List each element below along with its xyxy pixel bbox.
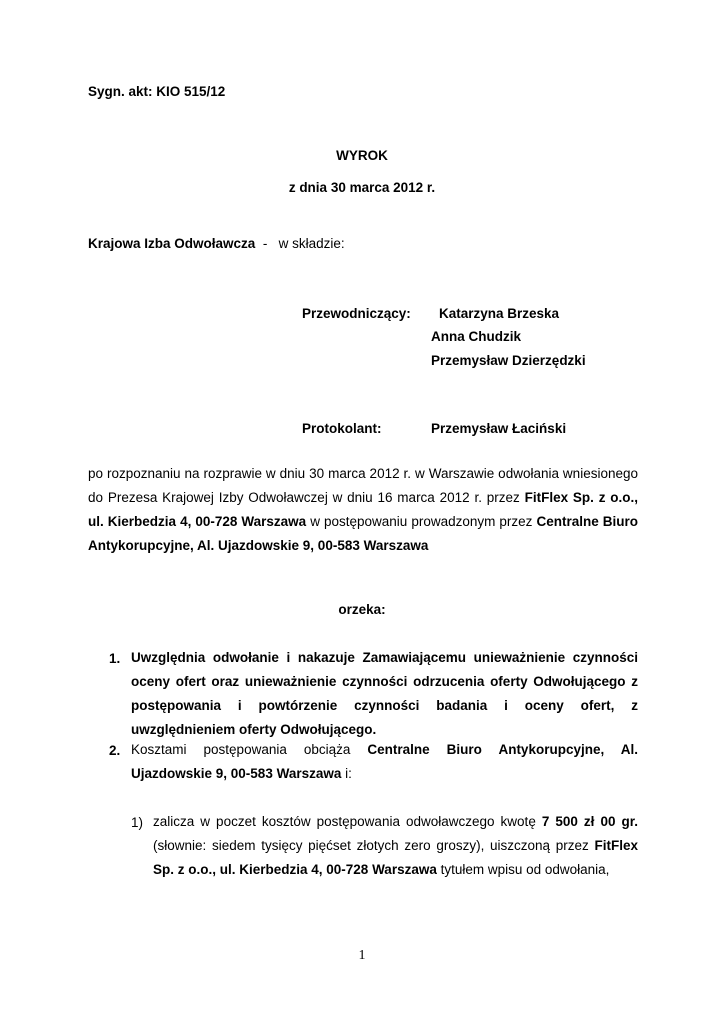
page-number: 1 — [358, 948, 366, 963]
document-title: WYROK — [336, 148, 388, 163]
subitem-text: zalicza w poczet kosztów postępowania odwoławczego kwotę — [153, 814, 542, 829]
ruling-heading: orzeka: — [338, 602, 386, 617]
panel-member: Przemysław Dzierzędzki — [431, 353, 586, 368]
chamber-dash: - — [262, 236, 268, 251]
item-number: 1. — [109, 651, 121, 666]
chair-label: Przewodniczący: — [302, 306, 411, 321]
intro-paragraph — [88, 462, 638, 558]
chamber-name: Krajowa Izba Odwoławcza — [88, 236, 256, 251]
item-text: i: — [341, 766, 352, 781]
ruling-item-2 — [131, 738, 638, 786]
case-reference: Sygn. akt: KIO 515/12 — [88, 84, 226, 99]
clerk-label: Protokolant: — [302, 421, 382, 436]
clerk-name: Przemysław Łaciński — [431, 421, 567, 436]
panel-member: Anna Chudzik — [431, 329, 521, 344]
subitem-text: tytułem wpisu od odwołania, — [436, 862, 610, 877]
panel-member-chair: Katarzyna Brzeska — [439, 306, 560, 321]
appellant-name: FitFlex Sp. z o.o., ul. Kierbedzia 4, 00-728 Warszawa — [88, 490, 638, 529]
subitem-number: 1) — [131, 815, 144, 830]
ruling-item-1: Uwzględnia odwołanie i nakazuje Zamawiającemu unieważnienie czynności oceny ofert oraz unieważnienie czynności odrzucenia oferty Odwołującego z postępowania i powtórzenie czynności badania i oceny ofert, z uwzględnieniem oferty Odwołującego. — [131, 650, 638, 737]
contracting-authority: Centralne Biuro Antykorupcyjne, Al. Ujazdowskie 9, 00-583 Warszawa — [88, 514, 638, 553]
cost-bearer: Centralne Biuro Antykorupcyjne, Al. Ujazdowskie 9, 00-583 Warszawa — [131, 742, 638, 781]
item-text: Kosztami postępowania obciąża — [131, 742, 368, 757]
ruling-date: z dnia 30 marca 2012 r. — [288, 180, 436, 195]
intro-text: w postępowaniu prowadzonym przez — [306, 514, 537, 529]
subitem-1 — [153, 810, 638, 882]
item-number: 2. — [109, 743, 121, 758]
payer-name: FitFlex Sp. z o.o., ul. Kierbedzia 4, 00-728 Warszawa — [153, 838, 638, 877]
fee-amount: 7 500 zł 00 gr. — [541, 814, 638, 829]
intro-text: po rozpoznaniu na rozprawie w dniu 30 marca 2012 r. w Warszawie odwołania wniesionego do Prezesa Krajowej Izby Odwoławczej w dniu 16 marca 2012 r. przez — [88, 466, 638, 505]
chamber-composition: w składzie: — [278, 236, 345, 251]
chamber-line — [88, 236, 345, 251]
subitem-text: (słownie: siedem tysięcy pięćset złotych zero groszy), uiszczoną przez — [153, 838, 595, 853]
